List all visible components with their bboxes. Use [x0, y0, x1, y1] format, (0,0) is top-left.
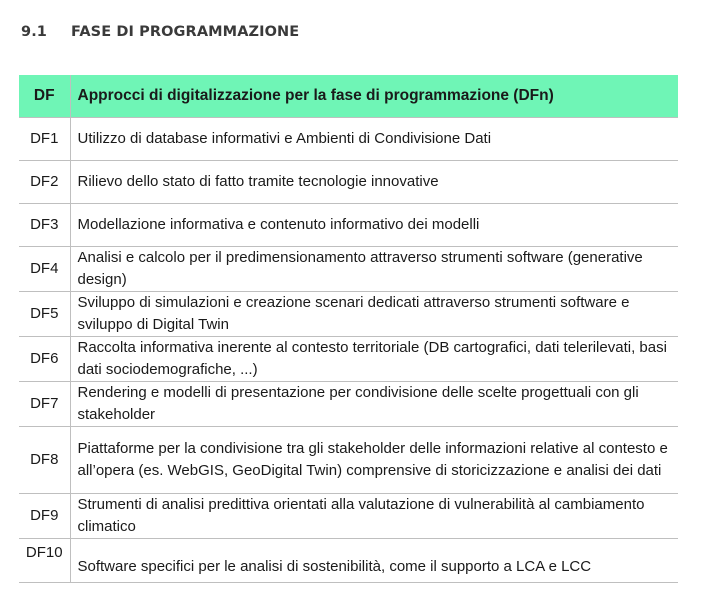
table-header-row [19, 75, 678, 118]
row-code: DF6 [19, 337, 70, 382]
row-code: DF1 [19, 118, 70, 161]
row-code: DF7 [19, 382, 70, 427]
table-row [19, 118, 678, 161]
table-row [19, 161, 678, 204]
section-title: FASE DI PROGRAMMAZIONE [71, 24, 300, 40]
table-row [19, 292, 678, 337]
section-heading [21, 24, 299, 40]
table-row [19, 382, 678, 427]
row-description: Rendering e modelli di presentazione per condivisione delle scelte progettuali con gli stakeholder [70, 382, 678, 427]
table-row [19, 247, 678, 292]
row-description: Raccolta informativa inerente al contesto territoriale (DB cartografici, dati telerilevati, basi dati sociodemografiche, ...) [70, 337, 678, 382]
table-row [19, 494, 678, 539]
row-description: Strumenti di analisi predittiva orientati alla valutazione di vulnerabilità al cambiamento climatico [70, 494, 678, 539]
row-description: Analisi e calcolo per il predimensionamento attraverso strumenti software (generative design) [70, 247, 678, 292]
row-description: Rilievo dello stato di fatto tramite tecnologie innovative [70, 161, 678, 204]
row-code: DF4 [19, 247, 70, 292]
table-row [19, 337, 678, 382]
row-code: DF2 [19, 161, 70, 204]
row-code: DF3 [19, 204, 70, 247]
row-description: Sviluppo di simulazioni e creazione scenari dedicati attraverso strumenti software e sviluppo di Digital Twin [70, 292, 678, 337]
table-row [19, 427, 678, 494]
row-code: DF5 [19, 292, 70, 337]
table-row [19, 204, 678, 247]
header-description: Approcci di digitalizzazione per la fase di programmazione (DFn) [70, 75, 678, 118]
df-approaches-table [19, 75, 678, 583]
header-code: DF [19, 75, 70, 118]
row-description: Modellazione informativa e contenuto informativo dei modelli [70, 204, 678, 247]
row-code: DF10 [19, 539, 70, 583]
row-code: DF9 [19, 494, 70, 539]
table-row [19, 539, 678, 583]
row-description: Software specifici per le analisi di sostenibilità, come il supporto a LCA e LCC [70, 539, 678, 583]
section-number: 9.1 [21, 24, 47, 40]
row-description: Piattaforme per la condivisione tra gli stakeholder delle informazioni relative al contesto e all’opera (es. WebGIS, GeoDigital Twin) comprensive di storicizzazione e analisi dei dati [70, 427, 678, 494]
row-code: DF8 [19, 427, 70, 494]
row-description: Utilizzo di database informativi e Ambienti di Condivisione Dati [70, 118, 678, 161]
